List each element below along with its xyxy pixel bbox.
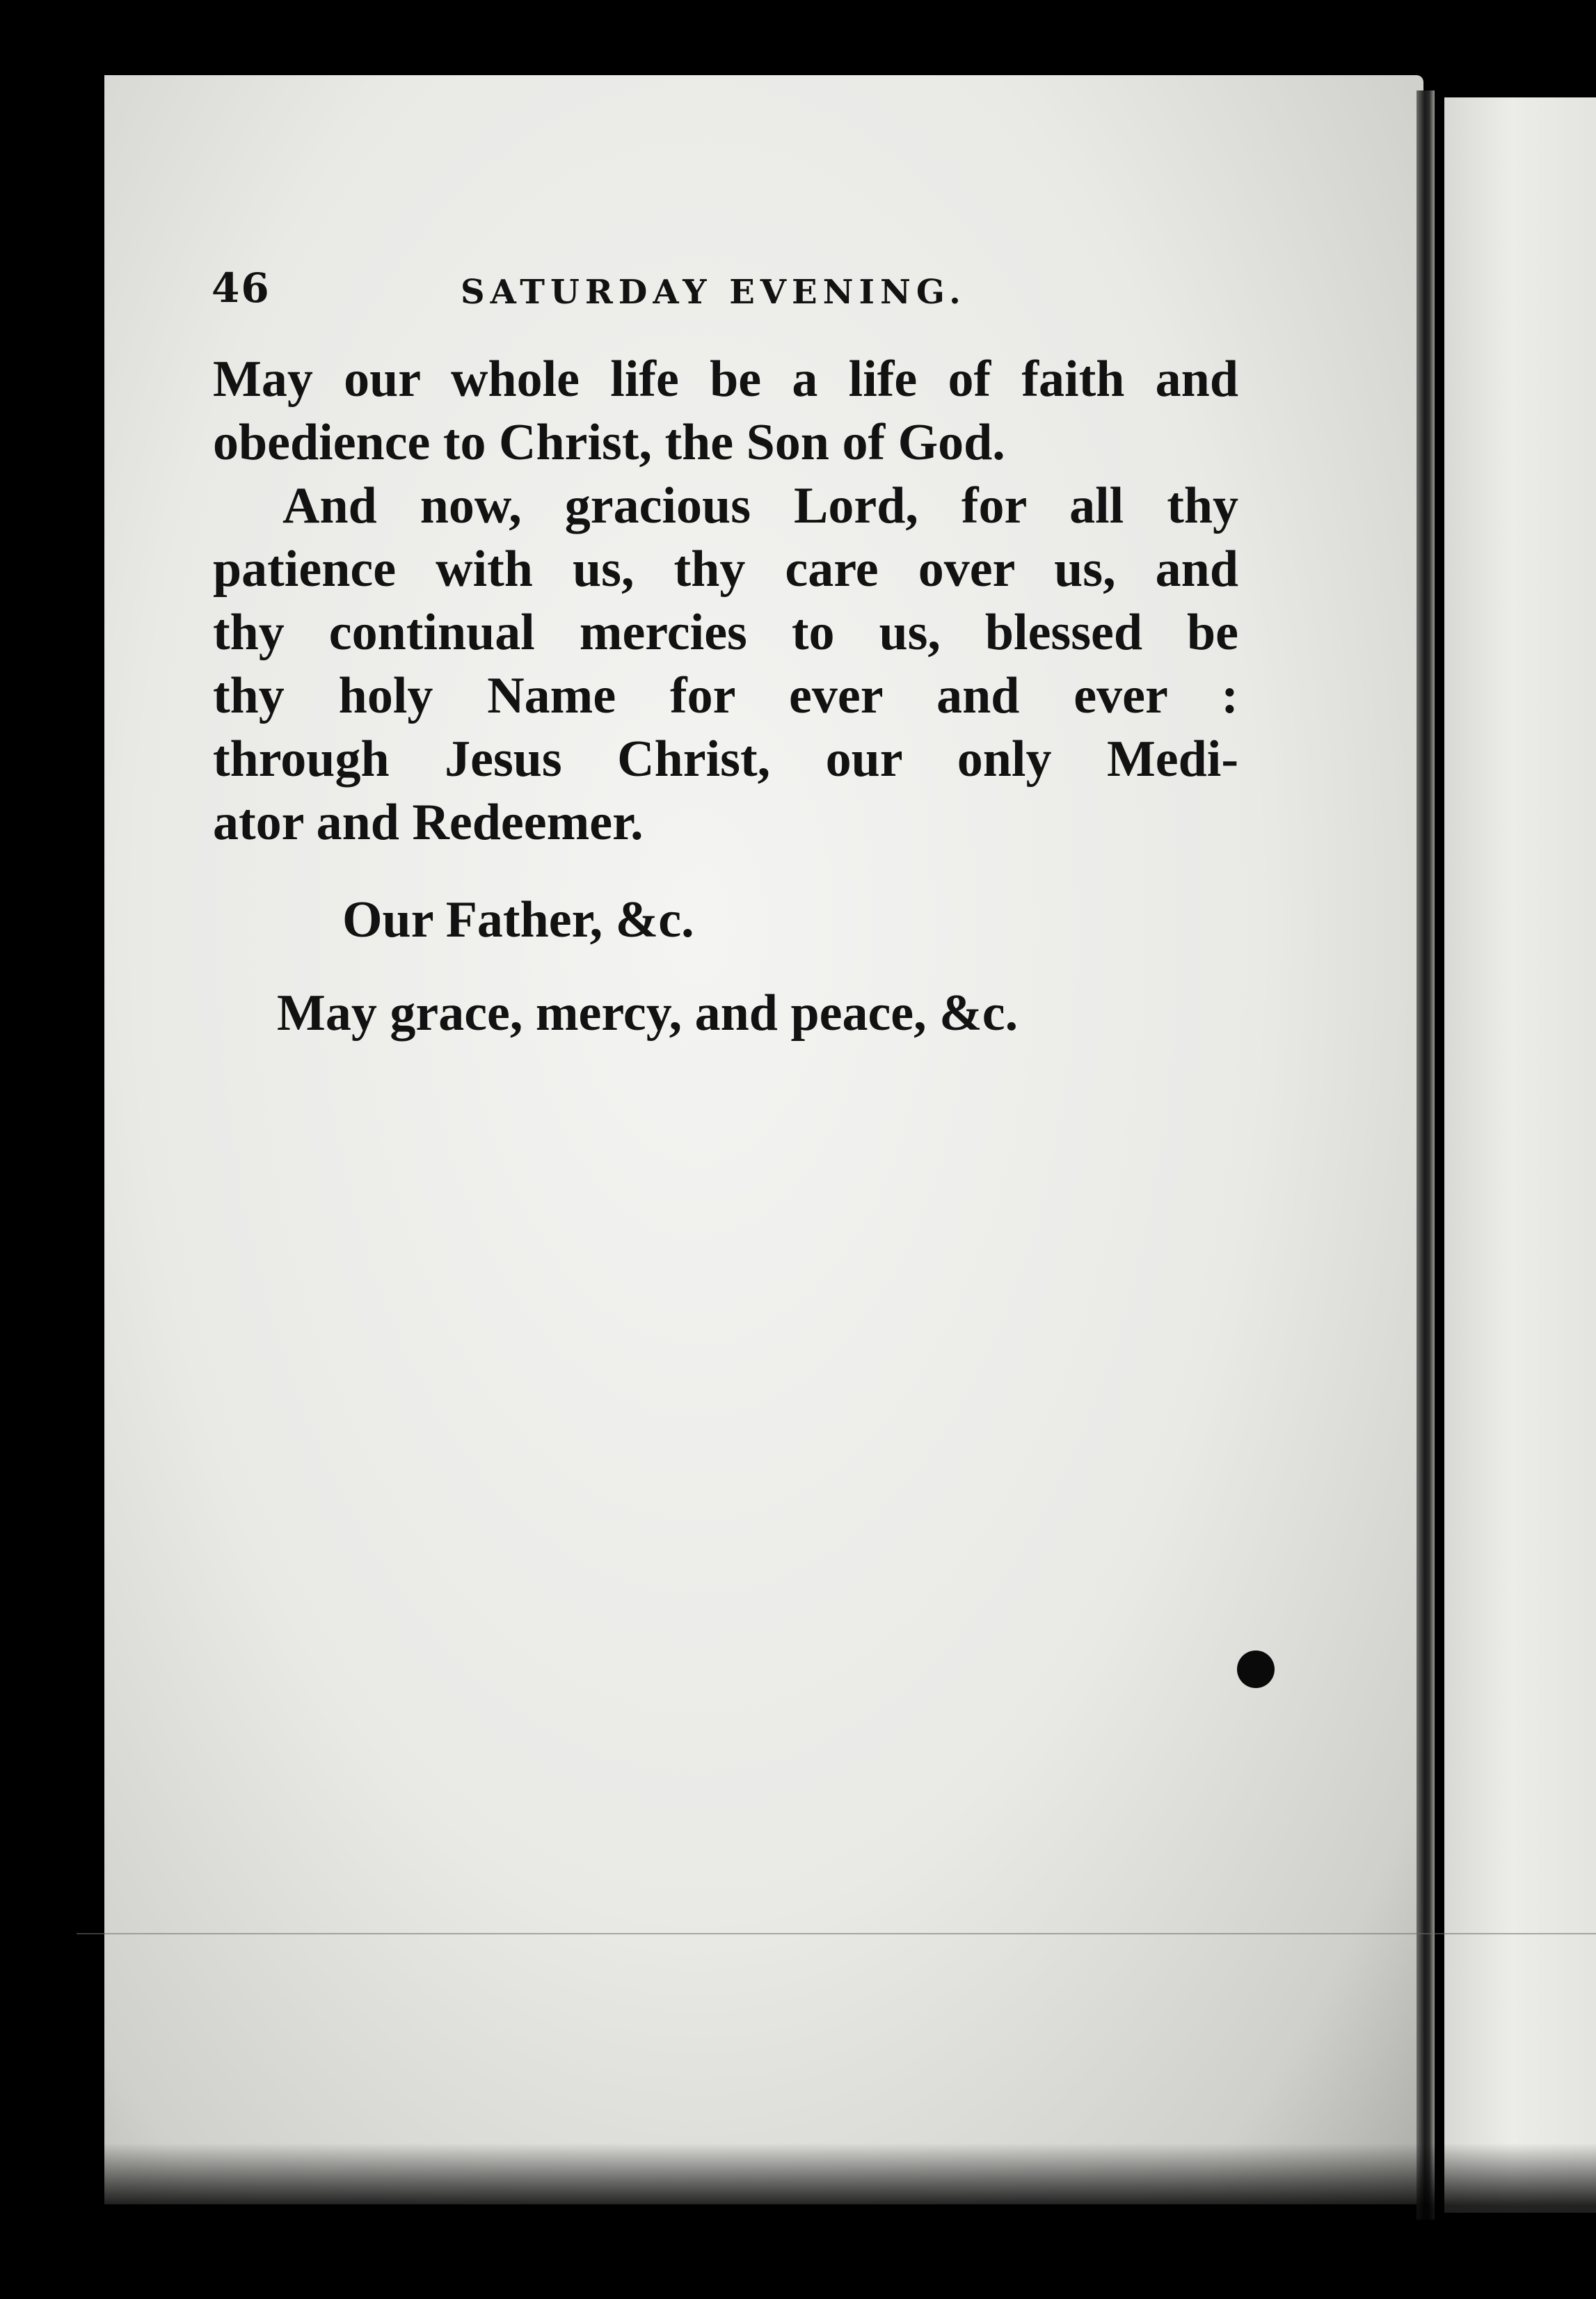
text-line: May our whole life be a life of faith and	[213, 351, 1238, 408]
scan-bottom-shadow	[0, 2143, 1596, 2299]
page-number: 46	[212, 264, 271, 312]
text-line: through Jesus Christ, our only Medi-	[213, 731, 1238, 788]
text-line: patience with us, thy care over us, and	[213, 541, 1238, 598]
running-head: SATURDAY EVENING.	[461, 273, 966, 312]
prayer-text	[213, 348, 1238, 854]
lords-prayer-line: Our Father, &c.	[342, 891, 694, 948]
text-line: ator and Redeemer.	[213, 794, 644, 851]
ink-spot	[1237, 1650, 1275, 1688]
text-line: thy continual mercies to us, blessed be	[213, 604, 1238, 661]
blessing-line: May grace, mercy, and peace, &c.	[277, 985, 1019, 1042]
text-line: obedience to Christ, the Son of God.	[213, 414, 1005, 471]
text-line: And now, gracious Lord, for all thy	[282, 477, 1238, 534]
text-line: thy holy Name for ever and ever :	[213, 667, 1238, 724]
right-page-edge	[1444, 97, 1596, 2213]
scan-line	[77, 1933, 1596, 1934]
book-gutter	[1417, 90, 1435, 2220]
